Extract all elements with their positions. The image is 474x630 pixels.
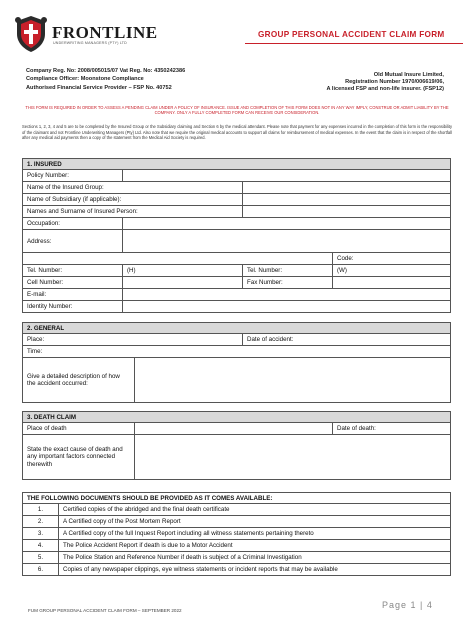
section-insured-title: 1. INSURED (23, 159, 451, 170)
code-label: Code: (337, 255, 354, 262)
footer-form-name: FUM GROUP PERSONAL ACCIDENT CLAIM FORM – SEPTEMBER 2022 (28, 608, 182, 613)
intro-paragraph: Sections 1, 2, 3, 4 and 5 are to be completed by the Insured Group or the Subsidiary claiming and Section 6 by the medical attendant. Please note that payment for any expenses incurred in the completion of this form is the responsibility of the claimant and not Frontline Underwriting Managers (Pty) Ltd. Also note that we require the original medical accounts to support all claims for reimbursement of medical expenses. In the event that the claim is in respect of the shortfall after any medical aid payments then a copy of the statement from the Medical Aid Society is required. (22, 124, 452, 141)
death-place-label: Place of death (23, 423, 135, 435)
document-item (23, 528, 451, 540)
compliance-officer-line: Compliance Officer: Moonstone Compliance (26, 76, 144, 83)
death-cause-field[interactable] (135, 435, 451, 480)
document-item-number: 3. (23, 528, 59, 540)
document-item-text: Certified copies of the abridged and the final death certificate (59, 504, 451, 516)
occupation-field[interactable] (123, 218, 451, 230)
page-number: Page 1 | 4 (382, 600, 433, 610)
section-general (22, 322, 451, 403)
death-date-label: Date of death: (337, 425, 376, 432)
death-cause-label: State the exact cause of death and any important factors connected therewith (23, 435, 135, 480)
insured-group-field[interactable] (243, 182, 451, 194)
document-item-number: 2. (23, 516, 59, 528)
insured-group-label: Name of the Insured Group: (23, 182, 243, 194)
title-underline (245, 43, 463, 44)
cell-number-label: Cell Number: (23, 277, 123, 289)
tel-home-label: Tel. Number: (23, 265, 123, 277)
home-indicator: (H) (127, 267, 136, 274)
identity-number-field[interactable] (123, 301, 451, 313)
death-place-field[interactable] (135, 423, 333, 435)
section-general-title: 2. GENERAL (23, 323, 451, 334)
document-item-number: 4. (23, 540, 59, 552)
subsidiary-field[interactable] (243, 194, 451, 206)
section-death-claim-title: 3. DEATH CLAIM (23, 412, 451, 423)
accident-place-label: Place: (27, 336, 45, 343)
accident-place-field[interactable] (23, 334, 243, 346)
insured-person-field[interactable] (243, 206, 451, 218)
brand-name: FRONTLINE (52, 23, 158, 42)
document-item-text: A Certified copy of the Post Mortem Report (59, 516, 451, 528)
email-field[interactable] (123, 289, 451, 301)
document-item (23, 540, 451, 552)
tel-work-field[interactable] (333, 265, 451, 277)
document-title: GROUP PERSONAL ACCIDENT CLAIM FORM (258, 30, 445, 39)
subsidiary-label: Name of Subsidiary (if applicable): (23, 194, 243, 206)
insurer-registration: Registration Number 1970/006619/06, (345, 79, 444, 86)
death-date-field[interactable] (333, 423, 451, 435)
accident-description-field[interactable] (135, 358, 451, 403)
tel-home-field[interactable] (123, 265, 243, 277)
address-label: Address: (23, 230, 123, 253)
frontline-crest-logo (14, 14, 48, 54)
work-indicator: (W) (337, 267, 347, 274)
policy-number-row (23, 170, 451, 182)
insurer-license: A licensed FSP and non-life insurer. (FSP12) (326, 86, 444, 93)
company-registration (26, 67, 185, 92)
identity-number-label: Identity Number: (23, 301, 123, 313)
accident-time-label: Time: (27, 348, 43, 355)
company-reg-line: Company Reg. No: 2008/005015/07 Vat Reg. No: 4350242386 (26, 68, 186, 74)
document-item (23, 552, 451, 564)
email-label: E-mail: (23, 289, 123, 301)
accident-description-label: Give a detailed description of how the accident occurred: (23, 358, 135, 403)
cell-number-field[interactable] (123, 277, 243, 289)
document-item-number: 6. (23, 564, 59, 576)
policy-number-field[interactable] (123, 170, 451, 182)
accident-date-label: Date of accident: (247, 336, 294, 343)
liability-warning: THIS FORM IS REQUIRED IN ORDER TO ASSESS A PENDING CLAIM UNDER A POLICY OF INSURANCE. ISSUE AND COMPLETION OF THIS FORM DOES NOT IN ANY WAY IMPLY, CONSTRUE OR ADMIT LIABILITY BY THE COMPANY. ONLY A FULLY COMPLETED FORM CAN RECEIVE OUR CONSIDERATION. (25, 105, 449, 116)
required-documents (22, 492, 451, 576)
policy-number-label: Policy Number: (23, 170, 123, 182)
insurer-details (327, 72, 445, 94)
document-item-number: 5. (23, 552, 59, 564)
insurer-name: Old Mutual Insure Limited, (373, 72, 444, 78)
postal-code-field[interactable] (333, 253, 451, 265)
section-insured (22, 158, 451, 313)
insured-person-label: Names and Surname of Insured Person: (23, 206, 243, 218)
document-item-text: The Police Accident Report if death is due to a Motor Accident (59, 540, 451, 552)
tel-work-label: Tel. Number: (243, 265, 333, 277)
document-item (23, 564, 451, 576)
address-field[interactable] (123, 230, 451, 253)
fax-number-label: Fax Number: (243, 277, 333, 289)
documents-title: THE FOLLOWING DOCUMENTS SHOULD BE PROVIDED AS IT COMES AVAILABLE: (23, 493, 451, 504)
occupation-label: Occupation: (23, 218, 123, 230)
fax-number-field[interactable] (333, 277, 451, 289)
document-item (23, 516, 451, 528)
brand-subtitle: UNDERWRITING MANAGERS (PTY) LTD (53, 41, 127, 45)
address-continued-field[interactable] (23, 253, 333, 265)
accident-time-field[interactable] (23, 346, 451, 358)
document-item-text: Copies of any newspaper clippings, eye witness statements or incident reports that may be available (59, 564, 451, 576)
accident-date-field[interactable] (243, 334, 451, 346)
document-item (23, 504, 451, 516)
fsp-line: Authorised Financial Service Provider – FSP No. 40752 (26, 84, 172, 91)
section-death-claim (22, 411, 451, 480)
document-item-text: The Police Station and Reference Number if death is subject of a Criminal Investigation (59, 552, 451, 564)
document-item-text: A Certified copy of the full Inquest Report including all witness statements pertaining thereto (59, 528, 451, 540)
document-item-number: 1. (23, 504, 59, 516)
